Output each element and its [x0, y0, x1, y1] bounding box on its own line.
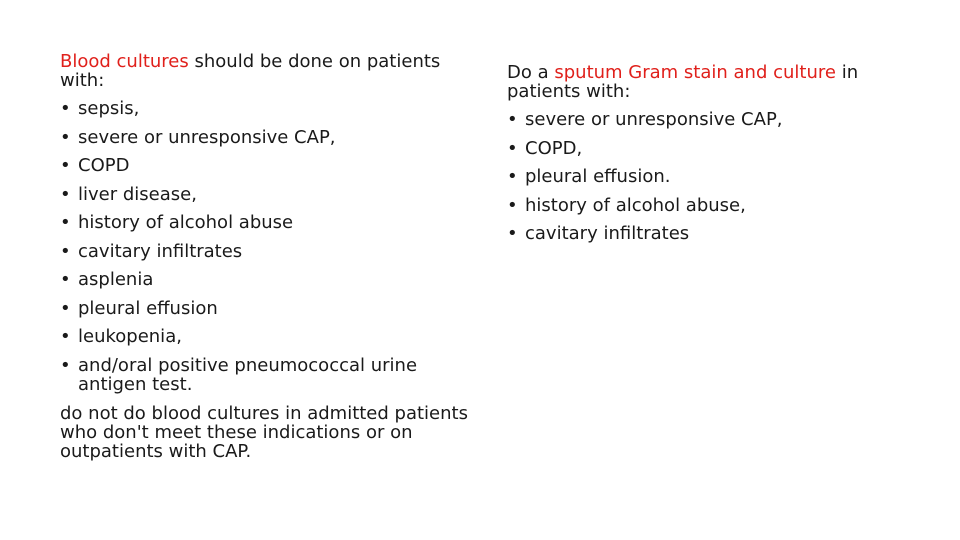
blood-cultures-intro-text: should be done on patients with:	[60, 51, 441, 91]
sputum-culture-highlight: sputum Gram stain and culture	[554, 62, 836, 83]
list-item: • COPD	[60, 156, 480, 175]
blood-cultures-indication-list	[60, 99, 480, 394]
blood-cultures-intro	[60, 52, 480, 90]
sputum-culture-indication-list	[507, 110, 907, 243]
list-item: • leukopenia,	[60, 327, 480, 346]
sputum-culture-intro-pre: Do a	[507, 62, 555, 83]
list-item: • history of alcohol abuse	[60, 213, 480, 232]
list-item: • sepsis,	[60, 99, 480, 118]
list-item: • severe or unresponsive CAP,	[507, 110, 907, 129]
list-item: • pleural effusion	[60, 299, 480, 318]
list-item: • history of alcohol abuse,	[507, 196, 907, 215]
list-item: • cavitary infiltrates	[507, 224, 907, 243]
list-item: • cavitary infiltrates	[60, 242, 480, 261]
list-item: • COPD,	[507, 139, 907, 158]
list-item: • asplenia	[60, 270, 480, 289]
sputum-culture-column	[507, 63, 907, 243]
sputum-culture-intro-text: in patients with:	[507, 62, 859, 102]
list-item: • pleural effusion.	[507, 167, 907, 186]
list-item: • and/oral positive pneumococcal urine antigen test.	[60, 356, 480, 394]
sputum-culture-intro	[507, 63, 907, 101]
blood-cultures-column	[60, 52, 480, 461]
blood-cultures-highlight: Blood cultures	[60, 51, 189, 72]
list-item: • liver disease,	[60, 185, 480, 204]
blood-cultures-note: do not do blood cultures in admitted patients who don't meet these indications or on outpatients with CAP.	[60, 402, 468, 462]
list-item: • severe or unresponsive CAP,	[60, 128, 480, 147]
